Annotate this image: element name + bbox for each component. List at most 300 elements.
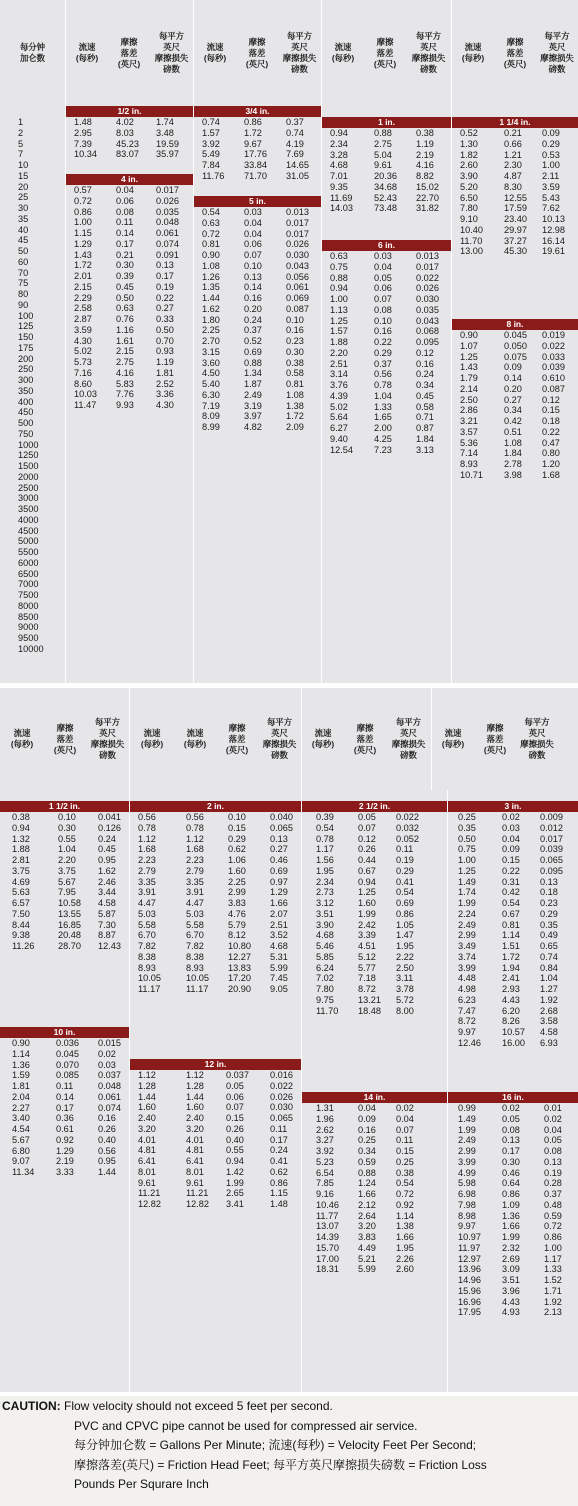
velocity-value: 5.49 — [202, 149, 220, 160]
friction-loss-value: 0.15 — [396, 1146, 414, 1156]
friction-head-value: 1.65 — [374, 412, 392, 423]
friction-loss-value: 0.54 — [396, 1178, 414, 1189]
gpm-value: 4500 — [18, 525, 39, 536]
gpm-value: 50 — [18, 246, 29, 256]
velocity-value: 9.35 — [330, 181, 348, 192]
velocity-value: 10.34 — [74, 149, 97, 160]
pipe-size-bar: 2 in. — [130, 801, 301, 812]
table-row — [452, 427, 578, 438]
velocity-value: 8.99 — [202, 422, 220, 432]
friction-head-value: 0.14 — [504, 373, 522, 383]
table-row — [66, 379, 193, 390]
table-row — [302, 963, 447, 974]
friction-head-value: 2.15 — [116, 346, 134, 357]
velocity-value: 1.17 — [316, 844, 334, 855]
table-row — [448, 920, 578, 931]
table-row — [66, 128, 193, 139]
friction-loss-value: 0.86 — [270, 1177, 288, 1188]
friction-loss-value: 5.99 — [270, 962, 288, 973]
velocity-value: 2.15 — [74, 281, 92, 292]
friction-loss-value: 2.22 — [396, 951, 414, 962]
friction-loss-value: 0.017 — [540, 833, 563, 844]
friction-loss-value: 0.09 — [542, 128, 560, 138]
table-row — [302, 834, 447, 845]
gpm-value: 9500 — [18, 633, 39, 643]
velocity-value: 0.54 — [316, 822, 334, 833]
velocity-value: 6.80 — [12, 1145, 30, 1156]
velocity-value: 1.13 — [330, 304, 348, 315]
friction-loss-value: 0.18 — [542, 416, 560, 426]
friction-loss-value: 0.08 — [544, 1146, 562, 1156]
pipe-size-bar: 1 1/4 in. — [452, 117, 578, 128]
velocity-value: 3.74 — [458, 951, 476, 962]
velocity-value: 8.60 — [74, 378, 92, 389]
gpm-value: 2500 — [18, 482, 39, 493]
friction-head-value: 5.83 — [116, 378, 134, 389]
gpm-value: 150 — [18, 332, 34, 342]
table-row — [0, 877, 129, 888]
velocity-value: 2.29 — [74, 292, 92, 303]
table-row — [448, 1135, 578, 1146]
header-friction-loss: 每平方 英尺 摩擦损失 磅数 — [278, 0, 322, 106]
friction-head-value: 0.07 — [226, 1102, 244, 1113]
table-row — [194, 358, 321, 369]
friction-loss-value: 5.43 — [542, 192, 560, 203]
gpm-value: 125 — [18, 321, 34, 332]
friction-loss-value: 0.012 — [540, 822, 563, 833]
friction-head-value: 2.30 — [504, 160, 522, 171]
velocity-value: 3.35 — [186, 876, 204, 887]
friction-head-value: 0.67 — [358, 865, 376, 876]
friction-head-value: 0.10 — [244, 260, 262, 271]
friction-loss-value: 8.82 — [416, 171, 434, 181]
velocity-value: 6.41 — [186, 1156, 204, 1166]
friction-loss-value: 1.95 — [396, 1242, 414, 1253]
friction-head-value: 0.31 — [502, 876, 520, 887]
friction-head-value: 0.88 — [244, 357, 262, 368]
header-friction-loss: 每平方 英尺 摩擦损失 磅数 — [258, 688, 302, 790]
friction-loss-value: 2.52 — [156, 378, 174, 389]
velocity-value: 0.35 — [458, 822, 476, 833]
friction-loss-value: 1.20 — [542, 459, 560, 469]
friction-head-value: 7.23 — [374, 444, 392, 455]
friction-loss-value: 35.97 — [156, 149, 179, 160]
friction-head-value: 0.13 — [244, 271, 262, 282]
velocity-value: 2.49 — [458, 919, 476, 930]
friction-loss-value: 8.87 — [98, 930, 116, 941]
velocity-value: 11.47 — [74, 400, 97, 410]
friction-head-value: 0.07 — [374, 294, 392, 304]
friction-loss-value: 0.81 — [286, 379, 304, 389]
friction-head-value: 2.41 — [502, 973, 520, 984]
friction-loss-value: 0.030 — [286, 250, 309, 260]
friction-loss-value: 2.46 — [98, 876, 116, 887]
friction-loss-value: 7.30 — [98, 919, 116, 930]
friction-head-value: 0.06 — [374, 283, 392, 294]
friction-head-value: 0.04 — [244, 228, 262, 239]
table-row — [0, 1081, 129, 1092]
friction-head-value: 20.90 — [228, 984, 251, 994]
pipe-column-group — [130, 790, 302, 1392]
table-row — [448, 1125, 578, 1136]
table-row — [452, 246, 578, 257]
friction-head-value: 1.16 — [116, 324, 134, 335]
friction-loss-value: 4.30 — [156, 400, 174, 410]
table-row — [448, 1157, 578, 1168]
table-row — [452, 193, 578, 204]
table-row — [322, 251, 451, 262]
friction-loss-value: 4.58 — [540, 1027, 558, 1037]
friction-head-value: 2.25 — [228, 876, 246, 887]
friction-head-value: 0.085 — [56, 1070, 79, 1081]
table-row — [194, 117, 321, 128]
velocity-value: 10.71 — [460, 469, 483, 480]
header-friction-head: 摩擦 落差 (英尺) — [245, 36, 269, 69]
velocity-value: 11.70 — [460, 235, 483, 246]
gpm-value: 10 — [18, 160, 29, 170]
velocity-value: 1.68 — [138, 844, 156, 855]
friction-loss-value: 1.92 — [540, 994, 558, 1005]
friction-head-value: 4.25 — [374, 433, 392, 444]
pipe-table-rows — [130, 812, 301, 995]
velocity-value: 2.73 — [316, 887, 334, 898]
friction-loss-value: 0.38 — [416, 128, 434, 138]
table-row — [130, 920, 301, 931]
table-row — [302, 855, 447, 866]
velocity-value: 2.34 — [330, 138, 348, 149]
friction-loss-value: 7.45 — [270, 973, 288, 984]
friction-loss-value: 0.017 — [156, 185, 179, 195]
friction-head-value: 0.17 — [116, 238, 134, 249]
gpm-value: 70 — [18, 267, 29, 278]
header-friction-head: 摩擦 落差 (英尺) — [117, 36, 141, 69]
table-row — [194, 411, 321, 422]
pipe-table-rows — [448, 812, 578, 1049]
pipe-column-group — [322, 106, 452, 683]
pipe-size-bar: 3/4 in. — [194, 106, 321, 117]
friction-loss-value: 1.00 — [544, 1242, 562, 1253]
velocity-value: 7.01 — [330, 171, 348, 181]
friction-loss-value: 5.72 — [396, 994, 414, 1005]
velocity-value: 2.25 — [202, 325, 220, 336]
friction-head-value: 52.43 — [374, 192, 397, 203]
friction-head-value: 1.25 — [358, 887, 376, 898]
velocity-value: 15.70 — [316, 1242, 339, 1253]
velocity-value: 1.08 — [202, 260, 220, 271]
table-row — [448, 834, 578, 845]
table-row — [130, 1167, 301, 1178]
velocity-value: 4.98 — [458, 984, 476, 994]
friction-head-value: 2.99 — [228, 887, 246, 898]
table-row — [322, 305, 451, 316]
friction-head-value: 10.57 — [502, 1027, 525, 1037]
friction-head-value: 0.04 — [358, 1103, 376, 1113]
table-row — [452, 236, 578, 247]
pipe-table-rows — [302, 1103, 447, 1275]
friction-head-value: 0.08 — [116, 206, 134, 217]
friction-head-value: 18.48 — [358, 1005, 381, 1016]
velocity-value: 1.25 — [460, 351, 478, 362]
velocity-value: 0.56 — [186, 812, 204, 822]
velocity-value: 3.75 — [12, 865, 30, 876]
friction-head-value: 3.96 — [502, 1285, 520, 1296]
table-row — [302, 1125, 447, 1136]
friction-loss-value: 12.43 — [98, 941, 121, 951]
header-friction-head: 摩擦 落差 (英尺) — [53, 722, 77, 755]
velocity-value: 1.43 — [74, 249, 92, 260]
velocity-value: 6.50 — [460, 192, 478, 203]
table-row — [0, 1049, 129, 1060]
velocity-value: 3.59 — [74, 324, 92, 335]
friction-head-value: 1.60 — [228, 865, 246, 876]
friction-head-value: 3.20 — [358, 1221, 376, 1232]
friction-loss-value: 0.18 — [540, 887, 558, 898]
friction-head-value: 0.30 — [116, 260, 134, 271]
friction-loss-value: 0.095 — [540, 865, 563, 876]
velocity-value: 0.72 — [202, 228, 220, 239]
friction-loss-value: 0.02 — [396, 1103, 414, 1113]
velocity-value: 9.97 — [458, 1027, 476, 1037]
friction-loss-value: 0.126 — [98, 822, 121, 833]
friction-head-value: 0.34 — [358, 1146, 376, 1156]
friction-head-value: 8.72 — [358, 984, 376, 994]
table-row — [302, 887, 447, 898]
header-friction-loss: 每平方 英尺 摩擦损失 磅数 — [520, 717, 554, 760]
header-friction-head: 摩擦 落差 (英尺) — [353, 722, 377, 755]
friction-loss-value: 3.44 — [98, 887, 116, 898]
table-row — [448, 1027, 578, 1038]
table-row — [66, 400, 193, 411]
friction-head-value: 0.94 — [358, 876, 376, 887]
friction-head-value: 8.12 — [228, 930, 246, 941]
velocity-value: 3.21 — [460, 416, 478, 426]
velocity-value: 13.07 — [316, 1221, 339, 1232]
gpm-value: 7500 — [18, 590, 39, 600]
table-row — [194, 368, 321, 379]
friction-head-value: 4.49 — [358, 1242, 376, 1253]
table-row — [194, 379, 321, 390]
friction-loss-value: 0.41 — [396, 876, 414, 887]
velocity-value: 10.97 — [458, 1232, 481, 1242]
friction-loss-value: 1.44 — [98, 1167, 116, 1177]
velocity-value: 1.60 — [186, 1102, 204, 1113]
friction-head-value: 2.69 — [502, 1253, 520, 1264]
friction-head-value: 0.02 — [502, 1103, 520, 1113]
velocity-value: 3.90 — [316, 919, 334, 930]
velocity-value: 8.98 — [458, 1210, 476, 1221]
table-row — [452, 214, 578, 225]
table-row — [448, 1232, 578, 1243]
pipe-size-bar: 3 in. — [448, 801, 578, 812]
friction-loss-value: 0.72 — [396, 1189, 414, 1199]
friction-loss-value: 3.78 — [396, 984, 414, 994]
velocity-value: 1.43 — [460, 362, 478, 373]
velocity-value: 5.85 — [316, 951, 334, 962]
friction-loss-value: 0.040 — [270, 812, 293, 822]
friction-loss-value: 31.82 — [416, 203, 439, 214]
velocity-value: 14.39 — [316, 1232, 339, 1242]
friction-loss-value: 0.86 — [544, 1232, 562, 1242]
velocity-value: 3.14 — [330, 369, 348, 380]
velocity-value: 5.23 — [316, 1156, 334, 1167]
friction-loss-value: 0.039 — [542, 362, 565, 373]
table-row — [302, 909, 447, 920]
velocity-value: 9.07 — [12, 1156, 30, 1167]
velocity-value: 2.23 — [138, 855, 156, 865]
friction-loss-value: 0.13 — [540, 876, 558, 887]
velocity-value: 6.27 — [330, 423, 348, 433]
table-row — [66, 368, 193, 379]
velocity-value: 0.94 — [330, 128, 348, 138]
table-row — [302, 1264, 447, 1275]
friction-head-value: 10.58 — [58, 898, 81, 908]
table-row — [452, 225, 578, 236]
velocity-value: 6.70 — [138, 930, 156, 941]
friction-loss-value: 0.05 — [544, 1135, 562, 1146]
gpm-value: 7000 — [18, 579, 39, 590]
table-row — [0, 909, 129, 920]
table-row — [302, 952, 447, 963]
table-row — [0, 1103, 129, 1114]
table-row — [302, 973, 447, 984]
friction-loss-value: 7.69 — [286, 149, 304, 160]
table-row — [302, 984, 447, 995]
friction-head-value: 9.67 — [244, 138, 262, 149]
velocity-value: 1.35 — [202, 282, 220, 293]
friction-loss-value: 0.017 — [286, 228, 309, 239]
friction-head-value: 13.21 — [358, 994, 381, 1005]
gpm-value: 90 — [18, 299, 29, 310]
table-row — [130, 1178, 301, 1189]
velocity-value: 0.78 — [316, 833, 334, 844]
velocity-value: 1.68 — [186, 844, 204, 855]
velocity-value: 1.48 — [74, 117, 92, 127]
velocity-value: 6.98 — [458, 1189, 476, 1199]
velocity-value: 7.84 — [202, 160, 220, 170]
friction-head-value: 0.45 — [116, 281, 134, 292]
friction-head-value: 0.10 — [228, 812, 246, 822]
gpm-value: 35 — [18, 213, 29, 224]
header-friction-head: 摩擦 落差 (英尺) — [483, 722, 507, 755]
gpm-value: 2 — [18, 127, 24, 138]
friction-loss-value: 0.022 — [270, 1080, 293, 1091]
table-row — [194, 128, 321, 139]
gpm-value: 80 — [18, 289, 29, 299]
friction-loss-value: 0.23 — [540, 898, 558, 908]
bottom-table-panel — [0, 688, 578, 1392]
friction-loss-value: 1.29 — [270, 887, 288, 898]
bottom-header-row — [0, 688, 578, 790]
friction-head-value: 1.24 — [358, 1178, 376, 1189]
friction-head-value: 0.86 — [244, 117, 262, 127]
friction-loss-value: 0.03 — [98, 1059, 116, 1070]
table-row — [322, 203, 451, 214]
velocity-value: 6.70 — [186, 930, 204, 941]
friction-loss-value: 1.19 — [156, 357, 174, 367]
friction-loss-value: 0.052 — [396, 833, 419, 844]
velocity-value: 0.25 — [458, 812, 476, 822]
pipe-size-bar: 5 in. — [194, 196, 321, 207]
velocity-value: 0.75 — [330, 261, 348, 272]
table-row — [130, 866, 301, 877]
table-row — [194, 218, 321, 229]
velocity-value: 1.82 — [460, 149, 478, 160]
header-velocity: 流速 (每秒) — [441, 728, 465, 749]
friction-loss-value: 0.048 — [156, 217, 179, 228]
friction-loss-value: 1.95 — [396, 941, 414, 951]
gpm-value: 3500 — [18, 504, 39, 514]
friction-loss-value: 0.026 — [156, 195, 179, 206]
friction-loss-value: 0.043 — [416, 315, 439, 326]
friction-loss-value: 1.66 — [396, 1232, 414, 1242]
friction-head-value: 0.11 — [56, 1081, 74, 1091]
table-row — [452, 150, 578, 161]
friction-loss-value: 1.81 — [156, 367, 174, 378]
friction-loss-value: 4.19 — [286, 138, 304, 149]
friction-head-value: 2.93 — [502, 984, 520, 994]
friction-head-value: 29.97 — [504, 224, 527, 235]
friction-loss-value: 0.019 — [542, 330, 565, 340]
velocity-value: 9.61 — [186, 1177, 204, 1188]
friction-head-value: 1.36 — [502, 1210, 520, 1221]
velocity-value: 1.12 — [138, 833, 156, 844]
friction-head-value: 34.68 — [374, 181, 397, 192]
friction-head-value: 3.09 — [502, 1264, 520, 1275]
table-row — [452, 373, 578, 384]
velocity-value: 1.28 — [138, 1080, 156, 1091]
table-row — [452, 128, 578, 139]
table-row — [452, 203, 578, 214]
friction-loss-value: 0.69 — [270, 865, 288, 876]
friction-head-value: 0.04 — [374, 261, 392, 272]
table-row — [130, 941, 301, 952]
table-row — [448, 877, 578, 888]
velocity-value: 2.86 — [460, 405, 478, 416]
velocity-value: 1.88 — [330, 337, 348, 347]
table-row — [452, 405, 578, 416]
friction-loss-value: 0.013 — [416, 251, 439, 261]
table-row — [130, 877, 301, 888]
table-row — [302, 1254, 447, 1265]
friction-head-value: 2.78 — [504, 459, 522, 469]
table-row — [322, 402, 451, 413]
velocity-value: 5.67 — [12, 1134, 30, 1145]
velocity-value: 2.40 — [138, 1113, 156, 1123]
velocity-value: 11.26 — [12, 941, 35, 951]
friction-head-value: 0.036 — [56, 1038, 79, 1048]
pipe-size-bar: 1/2 in. — [66, 106, 193, 117]
gpm-value: 10000 — [18, 643, 44, 654]
velocity-value: 0.78 — [186, 822, 204, 833]
pipe-table-rows — [130, 1070, 301, 1210]
table-row — [0, 823, 129, 834]
friction-head-value: 1.04 — [374, 390, 392, 401]
friction-head-value: 0.075 — [504, 351, 527, 362]
table-row — [194, 304, 321, 315]
friction-loss-value: 0.35 — [540, 919, 558, 930]
velocity-value: 7.98 — [458, 1199, 476, 1210]
gpm-value: 8500 — [18, 611, 39, 622]
table-row — [66, 117, 193, 128]
friction-head-value: 20.36 — [374, 171, 397, 181]
velocity-value: 7.82 — [138, 941, 156, 951]
table-row — [130, 1081, 301, 1092]
table-row — [322, 369, 451, 380]
table-row — [194, 390, 321, 401]
friction-loss-value: 0.62 — [270, 1166, 288, 1177]
friction-head-value: 4.51 — [358, 941, 376, 951]
table-row — [452, 362, 578, 373]
